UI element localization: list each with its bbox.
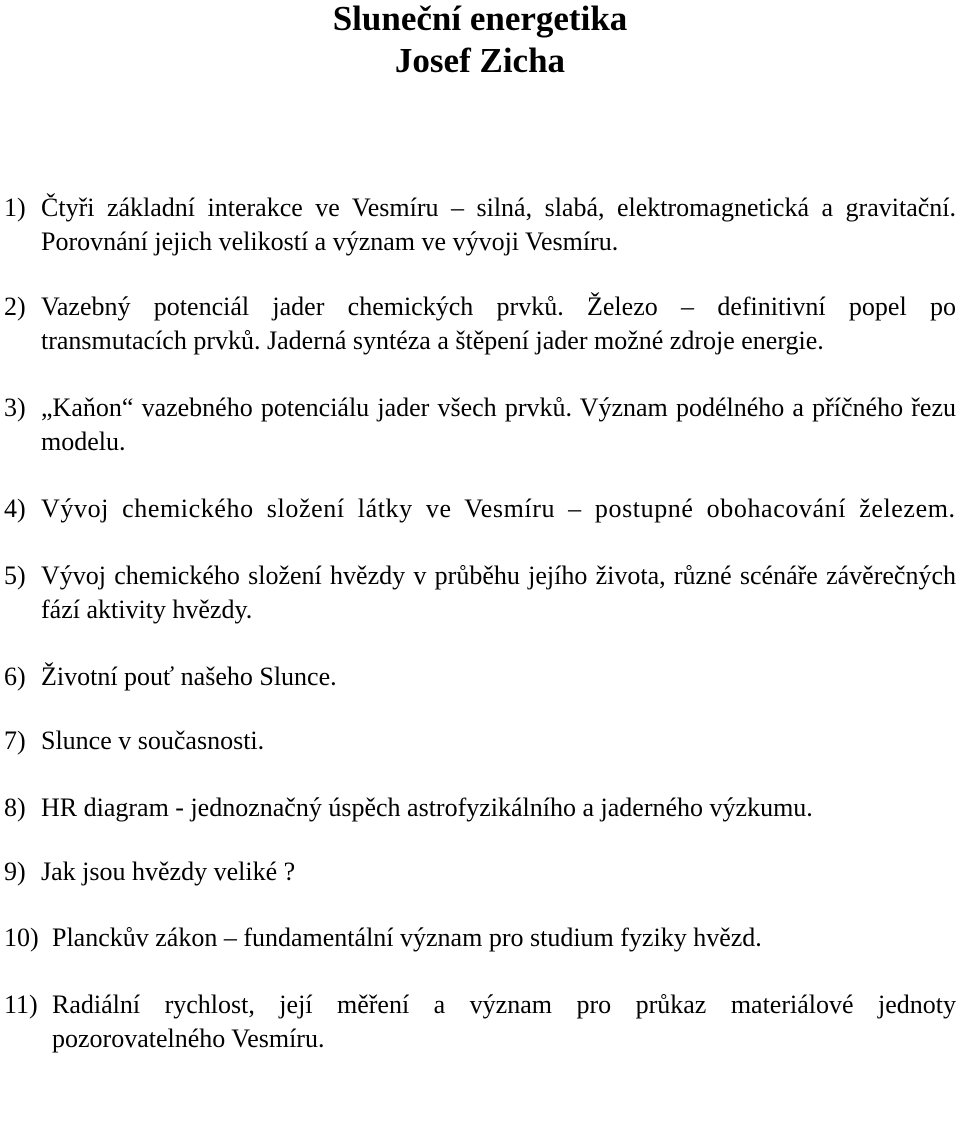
list-item [4, 559, 956, 627]
item-text: Vývoj chemického složení hvězdy v průběhu jejího života, různé scénáře závěrečných fází aktivity hvězdy. [41, 561, 956, 624]
item-text: Životní pouť našeho Slunce. [41, 662, 337, 691]
topic-list [4, 191, 956, 1056]
list-item [4, 855, 956, 889]
list-item [4, 724, 956, 758]
item-text: Planckův zákon – fundamentální význam pro studium fyziky hvězd. [52, 923, 762, 952]
document-title: Sluneční energetika [332, 0, 628, 38]
list-item [4, 988, 956, 1056]
item-number: 10) [4, 923, 39, 952]
item-text: Radiální rychlost, její měření a význam pro průkaz materiálové jednoty pozorovatelného Vesmíru. [52, 990, 956, 1053]
list-item [4, 492, 956, 526]
item-number: 8) [4, 793, 26, 822]
item-text: Jak jsou hvězdy veliké ? [41, 857, 296, 886]
item-number: 5) [4, 561, 26, 590]
item-number: 2) [4, 292, 26, 321]
list-item [4, 391, 956, 459]
title-block [4, 0, 956, 82]
document-author: Josef Zicha [394, 41, 566, 80]
list-item [4, 791, 956, 825]
item-number: 9) [4, 857, 26, 886]
item-text: Vazebný potenciál jader chemických prvků. Železo – definitivní popel po transmutacích prvků. Jaderná syntéza a štěpení jader možné zdroje energie. [41, 292, 956, 355]
item-number: 7) [4, 726, 26, 755]
item-text: Slunce v současnosti. [41, 726, 265, 755]
item-text: HR diagram - jednoznačný úspěch astrofyzikálního a jaderného výzkumu. [41, 793, 813, 822]
item-text: Čtyři základní interakce ve Vesmíru – silná, slabá, elektromagnetická a gravitační. Porovnání jejich velikostí a význam ve vývoji Vesmíru. [41, 193, 956, 256]
item-number: 4) [4, 494, 26, 523]
item-number: 1) [4, 193, 26, 222]
list-item [4, 290, 956, 358]
item-text: „Kaňon“ vazebného potenciálu jader všech prvků. Význam podélného a příčného řezu modelu. [41, 393, 956, 456]
list-item [4, 921, 956, 955]
item-number: 3) [4, 393, 26, 422]
item-number: 11) [4, 990, 38, 1019]
item-text: Vývoj chemického složení látky ve Vesmíru – postupné obohacování železem. [41, 494, 956, 523]
list-item [4, 191, 956, 259]
item-number: 6) [4, 662, 26, 691]
list-item [4, 660, 956, 694]
